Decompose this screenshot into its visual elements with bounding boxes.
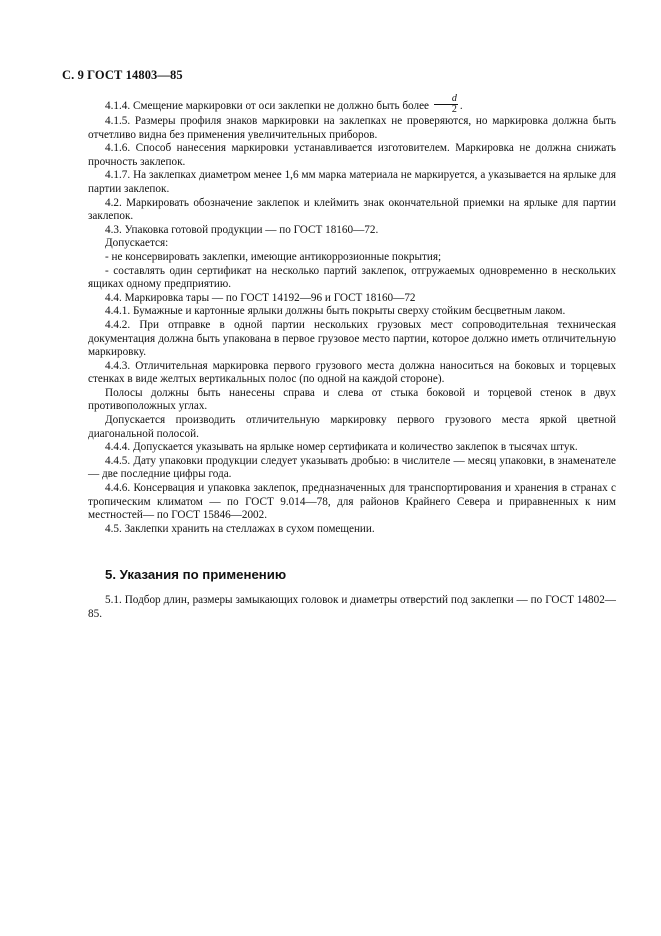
paragraph-4-4-2: 4.4.2. При отправке в одной партии нескольких грузовых мест сопроводительная техническая документация должна быть упакована в первое грузовое место партии, которое должно иметь отличительную маркировку.	[88, 318, 616, 359]
section-4-body	[88, 93, 616, 536]
section-5-title: 5. Указания по применению	[105, 567, 287, 582]
paragraph-4-4-6: 4.4.6. Консервация и упаковка заклепок, предназначенных для транспортирования и хранения в странах с тропическим климатом — по ГОСТ 9.014—78, для районов Крайнего Севера и приравненных к ним местностей— по ГОСТ 15846—2002.	[88, 482, 616, 522]
paragraph-4-1-5: 4.1.5. Размеры профиля знаков маркировки на заклепках не проверяются, но маркировка должна быть отчетливо видна без применения увеличительных приборов.	[88, 115, 616, 141]
fraction-denominator: 2	[451, 104, 457, 115]
paragraph-4-1-6: 4.1.6. Способ нанесения маркировки устанавливается изготовителем. Маркировка не должна снижать прочность заклепок.	[88, 142, 616, 168]
paragraph-4-1-7: 4.1.7. На заклепках диаметром менее 1,6 мм марка материала не маркируется, а указывается на ярлыке для партии заклепок.	[88, 169, 616, 195]
paragraph-4-4-4: 4.4.4. Допускается указывать на ярлыке номер сертификата и количество заклепок в тысячах штук.	[105, 441, 578, 454]
paragraph-4-2: 4.2. Маркировать обозначение заклепок и клеймить знак окончательной приемки на ярлыке для партии заклепок.	[88, 196, 616, 223]
paragraph-4-4-1: 4.4.1. Бумажные и картонные ярлыки должны быть покрыты сверху стойким бесцветным лаком.	[105, 305, 566, 318]
paragraph-4-5: 4.5. Заклепки хранить на стеллажах в сухом помещении.	[105, 522, 375, 535]
paragraph-4-3: 4.3. Упаковка готовой продукции — по ГОСТ 18160—72.	[105, 223, 379, 236]
fraction-d-over-2	[434, 94, 458, 115]
paragraph-4-4-5: 4.4.5. Дату упаковки продукции следует указывать дробью: в числителе — месяц упаковки, в знаменателе — две последние цифры года.	[88, 454, 616, 481]
paragraph-allowed: Допускается:	[105, 237, 169, 250]
page-header: С. 9 ГОСТ 14803—85	[62, 68, 183, 82]
paragraph-stripes: Полосы должны быть нанесены справа и слева от стыка боковой и торцевой стенок в двух противоположных углах.	[88, 386, 616, 413]
paragraph-4-1-4	[88, 93, 616, 115]
fraction-numerator: d	[434, 94, 458, 105]
section-5-body	[88, 594, 616, 621]
paragraph-4-4-3: 4.4.3. Отличительная маркировка первого грузового места должна наноситься на боковых и торцевых стенках в виде желтых вертикальных полос (по одной на каждой стороне).	[88, 359, 616, 386]
list-item-no-conservation: - не консервировать заклепки, имеющие антикоррозионные покрытия;	[105, 250, 442, 263]
paragraph-diagonal-stripe: Допускается производить отличительную маркировку первого грузового места яркой цветной диагональной полосой.	[88, 414, 616, 440]
paragraph-4-1-4-text: 4.1.4. Смещение маркировки от оси заклепки не должно быть более	[105, 100, 430, 113]
paragraph-4-4: 4.4. Маркировка тары — по ГОСТ 14192—96 и ГОСТ 18160—72	[105, 291, 416, 304]
paragraph-4-1-4-end: .	[459, 100, 463, 113]
list-item-single-certificate: - составлять один сертификат на несколько партий заклепок, отгружаемых одновременно в нескольких ящиках одному предприятию.	[88, 264, 616, 291]
paragraph-5-1: 5.1. Подбор длин, размеры замыкающих головок и диаметры отверстий под заклепки — по ГОСТ 14802—85.	[88, 594, 616, 620]
